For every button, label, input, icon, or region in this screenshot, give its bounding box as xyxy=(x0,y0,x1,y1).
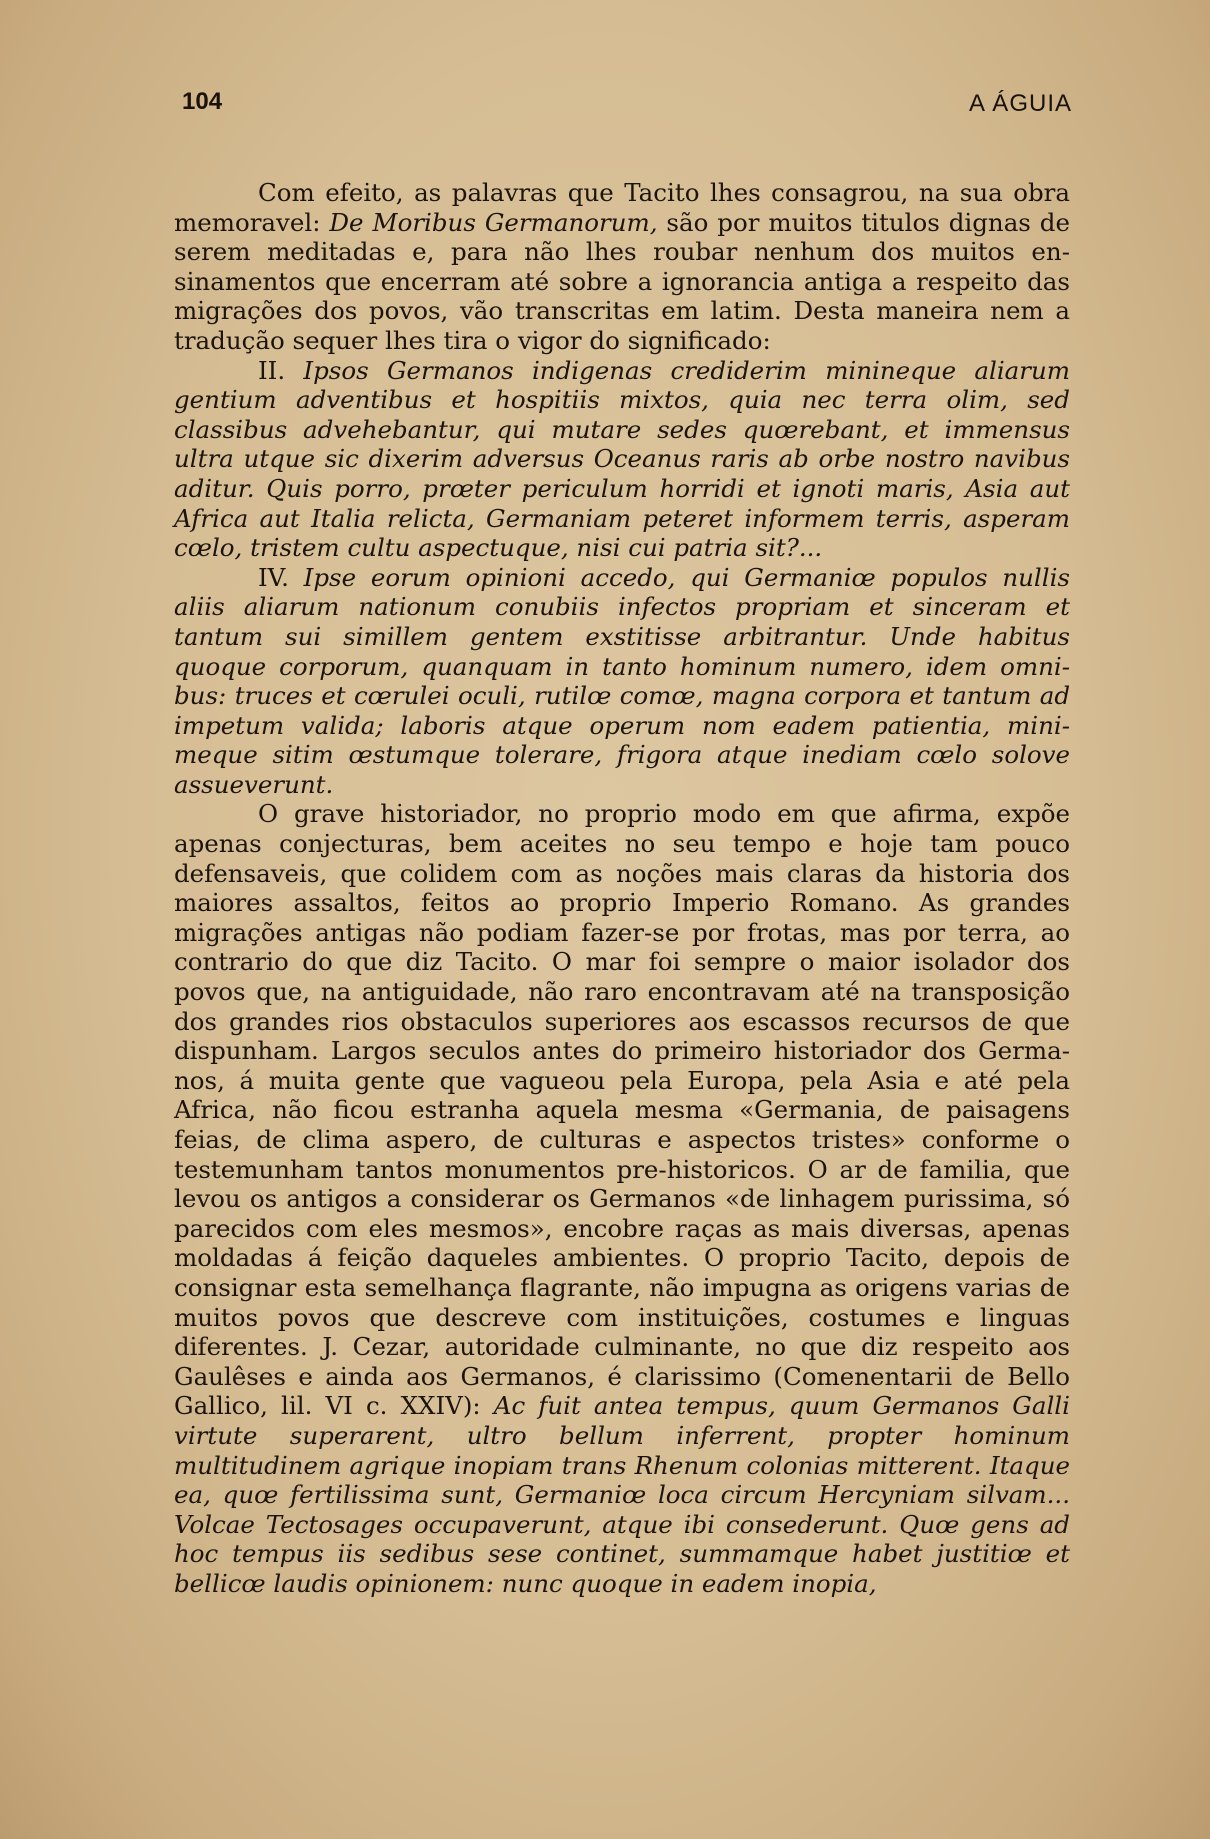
paragraph xyxy=(174,799,1070,1598)
paragraph xyxy=(174,178,1070,356)
paragraph xyxy=(174,356,1070,563)
text-segment: IV. xyxy=(258,562,304,592)
italic-segment: Ipsos Germanos indigenas crediderim minineque aliarum gentium adventibus et hospitiis mixtos, quia nec terra olim, sed classibus advehebantur, qui mutare sedes quœrebant, et immensus ultra utque sic dixerim adversus Oceanus raris ab orbe nostro navibus aditur. Quis porro, prœter periculum horridi et ignoti maris, Asia aut Africa aut Italia relicta, Germaniam peteret informem terris, asperam cœlo, tristem cultu aspectuque, nisi cui patria sit?... xyxy=(174,355,1070,563)
running-head: A ÁGUIA xyxy=(968,90,1072,117)
italic-segment: Ac fuit antea tempus, quum Germanos Galli virtute superarent, ultro bellum inferrent, propter hominum multitudinem agrique inopiam trans Rhenum colonias mitterent. Itaque ea, quœ fertilissima sunt, Germaniœ loca circum Hercyniam silvam... Volcae Tectosages occupaverunt, atque ibi consederunt. Quœ gens ad hoc tempus iis sedibus sese continet, summamque habet justitiœ et bellicœ laudis opinionem: nunc quoque in eadem inopia, xyxy=(174,1391,1070,1598)
page-header xyxy=(182,88,1072,128)
italic-segment: Ipse eorum opinioni accedo, qui Germaniœ populos nullis aliis aliarum nationum conubiis infectos propriam et sinceram et tantum sui simillem gentem exstitisse arbitrantur. Unde habitus quoque corporum, quanquam in tanto hominum numero, idem omnibus: truces et cœrulei oculi, rutilœ comœ, magna corpora et tantum ad impetum valida; laboris atque operum nom eadem patientia, minimeque sitim œstumque tolerare, frigora atque inediam cœlo solove assueverunt. xyxy=(174,562,1070,799)
text-segment: são por muitos titulos dignas de serem meditadas e, para não lhes roubar nenhum dos muitos ensinamentos que encerram até sobre a ignorancia antiga a respeito das migrações dos povos, vão transcritas em latim. Desta maneira nem a tradução sequer lhes tira o vigor do significado: xyxy=(174,207,1070,355)
text-segment: O grave historiador, no proprio modo em que afirma, expõe apenas conjecturas, bem aceites no seu tempo e hoje tam pouco defensaveis, que colidem com as noções mais claras da historia dos maiores assaltos, feitos ao proprio Imperio Romano. As grandes migrações antigas não podiam fazer-se por frotas, mas por terra, ao contrario do que diz Tacito. O mar foi sempre o maior isolador dos povos que, na antiguidade, não raro encontravam até na transposição dos grandes rios obstaculos superiores aos escassos recursos de que dispunham. Largos seculos antes do primeiro historiador dos Germanos, á muita gente que vagueou pela Europa, pela Asia e até pela Africa, não ficou estranha aquela mesma «Germania, de paisagens feias, de clima aspero, de culturas e aspectos tristes» conforme o testemunham tantos monumentos pre-historicos. O ar de familia, que levou os antigos a considerar os Germanos «de linhagem purissima, só parecidos com eles mesmos», encobre raças as mais diversas, apenas moldadas á feição daqueles ambientes. O proprio Tacito, depois de consignar esta semelhança flagrante, não impugna as origens varias de muitos povos que descreve com instituições, costumes e linguas diferentes. J. Cezar, autoridade culminante, no que diz respeito aos Gaulêses e ainda aos Germanos, é clarissimo (Comenentarii de Bello Gallico, lil. VI c. XXIV): xyxy=(174,799,1070,1421)
text-segment: Com efeito, as palavras que Tacito lhes consagrou, na sua obra memoravel: xyxy=(174,178,1070,237)
page-number: 104 xyxy=(182,88,223,115)
body-text xyxy=(174,178,1070,1599)
text-segment: II. xyxy=(258,355,304,385)
paragraph xyxy=(174,563,1070,800)
italic-segment: De Moribus Germanorum, xyxy=(329,207,658,237)
